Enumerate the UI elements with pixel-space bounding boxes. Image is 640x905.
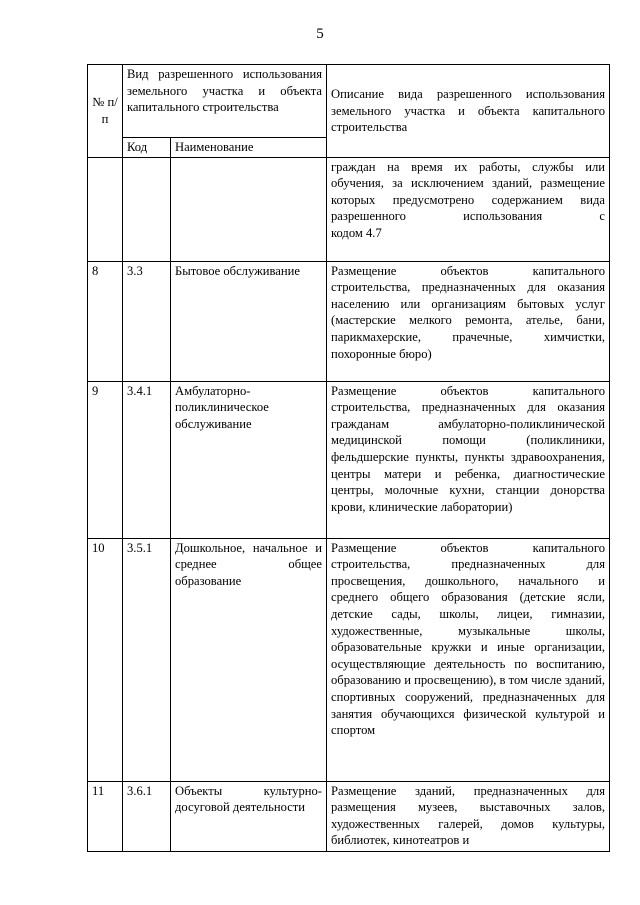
row-num: 11 (88, 781, 123, 851)
table-row (88, 781, 610, 851)
row-name: Объекты культурно-досуговой деятельности (171, 781, 327, 851)
continuation-text-tail: кодом 4.7 (331, 225, 382, 240)
header-num: № п/п (88, 65, 123, 158)
row-description: Размещение объектов капитального строительства, предназначенных для оказания гражданам амбулаторно-поликлинической медицинской помощи (поликлиники, фельдшерские пункты, пункты здравоохранения, центры матери и ребенка, диагностические центры, молочные кухни, станции донорства крови, клинические лаборатории) (327, 381, 610, 538)
continuation-name (171, 157, 327, 261)
row-num: 10 (88, 538, 123, 781)
continuation-num (88, 157, 123, 261)
continuation-code (123, 157, 171, 261)
header-kind: Вид разрешенного использования земельного участка и объекта капитального строительства (123, 65, 327, 138)
page-number: 5 (316, 26, 324, 42)
header-description: Описание вида разрешенного использования земельного участка и объекта капитального строительства (327, 65, 610, 158)
row-num: 8 (88, 261, 123, 381)
row-code: 3.6.1 (123, 781, 171, 851)
row-code: 3.4.1 (123, 381, 171, 538)
continuation-text: граждан на время их работы, службы или обучения, за исключением зданий, размещение которых предусмотрено содержанием вида разрешенного использования с (331, 159, 605, 224)
header-name: Наименование (171, 138, 327, 158)
table-row (88, 261, 610, 381)
row-name: Амбулаторно-поликлиническое обслуживание (171, 381, 327, 538)
table-row (88, 381, 610, 538)
row-description: Размещение объектов капитального строительства, предназначенных для оказания населению или организациям бытовых услуг (мастерские мелкого ремонта, ателье, бани, парикмахерские, прачечные, химчистки, похоронные бюро) (327, 261, 610, 381)
row-description: Размещение зданий, предназначенных для размещения музеев, выставочных залов, художественных галерей, домов культуры, библиотек, кинотеатров и (327, 781, 610, 851)
land-use-table (87, 64, 610, 852)
table-row (88, 538, 610, 781)
row-num: 9 (88, 381, 123, 538)
header-code: Код (123, 138, 171, 158)
row-code: 3.5.1 (123, 538, 171, 781)
row-name: Бытовое обслуживание (171, 261, 327, 381)
continuation-description (327, 157, 610, 261)
row-name: Дошкольное, начальное и среднее общее образование (171, 538, 327, 781)
row-code: 3.3 (123, 261, 171, 381)
row-description: Размещение объектов капитального строительства, предназначенных для просвещения, дошкольного, начального и среднего общего образования (детские ясли, детские сады, школы, лицеи, гимназии, художественные, музыкальные школы, образовательные кружки и иные организации, осуществляющие деятельность по воспитанию, образованию и просвещению), в том числе зданий, спортивных сооружений, предназначенных для занятия обучающихся физической культурой и спортом (327, 538, 610, 781)
